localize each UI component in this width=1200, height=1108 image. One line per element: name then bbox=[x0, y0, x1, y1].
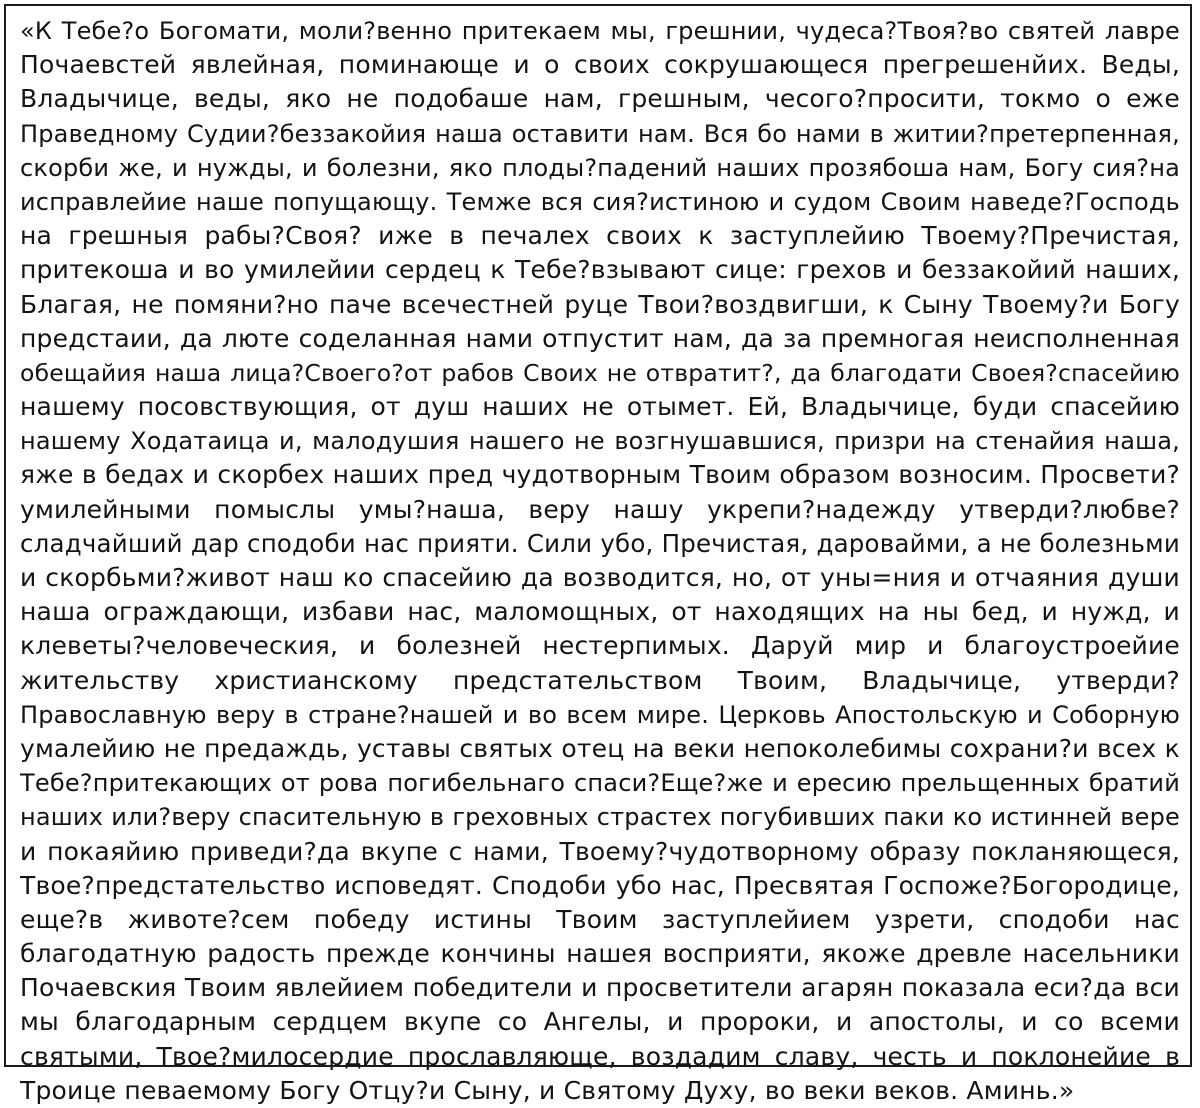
text-line: Праведному Судии?беззакойия наша оставити нам. Вся бо нами в житии?претерпенная, bbox=[20, 119, 1180, 148]
text-line: яже в бедах и скорбех наших пред чудотворным Твоим образом возносим. Просвети? bbox=[20, 460, 1180, 490]
text-line: умилейными помыслы умы?наша, веру нашу укрепи?надежду утверди?любве? bbox=[20, 494, 1180, 524]
text-line: сладчайший дар сподоби нас прияти. Сили убо, Пречистая, даровайми, а не болезньми bbox=[20, 528, 1180, 558]
text-line: исправлейие наше попущающу. Темже вся сия?истиною и судом Своим наведе?Господь bbox=[20, 187, 1180, 216]
text-line: Троице певаемому Богу Отцу?и Сыну, и Святому Духу, во веки веков. Аминь.» bbox=[20, 1075, 1075, 1105]
text-line: наших или?веру спасительную в греховных страстех погубивших паки ко истинней вере bbox=[20, 803, 1180, 832]
text-line: предстаии, да люте соделанная нами отпустит нам, да за премногая неисполненная bbox=[20, 323, 1180, 353]
text-line: Тебе?притекающих от рова погибельнаго спаси?Еще?же и ересию прельщенных братий bbox=[20, 769, 1180, 798]
text-line: и скорбьми?живот наш ко спасейию да возводится, но, от уны=ния и отчаяния души bbox=[20, 563, 1180, 592]
text-line: на грешныя рабы?Своя? иже в печалех своих к заступлейию Твоему?Пречистая, bbox=[20, 221, 1180, 251]
text-line: умалейию не предаждь, уставы святых отец на веки непоколебимы сохрани?и всех к bbox=[20, 733, 1180, 763]
text-line: нашему Ходатаица и, малодушия нашего не возгнушавшися, призри на стенайия наша, bbox=[20, 427, 1180, 456]
text-line: жительству христианскому предстательством Твоим, Владычице, утверди? bbox=[20, 665, 1180, 695]
text-line: Владычице, веды, яко не подобаше нам, грешным, чесого?просити, токмо о еже bbox=[20, 84, 1180, 114]
text-line: наша ограждающи, избави нас, маломощных, от находящих на ны бед, и нужд, и bbox=[20, 597, 1180, 627]
text-line: мы благодарным сердцем вкупе со Ангелы, и пророки, и апостолы, и со всеми bbox=[20, 1007, 1180, 1037]
text-line: притекоша и во умилейии сердец к Тебе?взывают сице: грехов и беззакойий наших, bbox=[20, 255, 1180, 285]
text-line: Почаевския Твоим явлейием победители и просветители агарян показала еси?да вси bbox=[20, 973, 1180, 1003]
text-line: «К Тебе?о Богомати, моли?венно притекаем мы, грешнии, чудеса?Твоя?во святей лавре bbox=[20, 17, 1180, 45]
document-frame bbox=[4, 4, 1192, 1105]
text-line: святыми, Твое?милосердие прославляюще, воздадим славу, честь и поклонейие в bbox=[20, 1041, 1180, 1071]
text-line: Твое?предстательство исповедят. Сподоби убо нас, Пресвятая Госпоже?Богородице, bbox=[20, 870, 1180, 900]
text-line: Почаевстей явлейная, поминающе и о своих сокрушающеся прегрешенйих. Веды, bbox=[20, 50, 1180, 80]
text-line: клеветы?человеческия, и болезней нестерпимых. Даруй мир и благоустроейие bbox=[20, 631, 1180, 661]
text-line: Благая, не помяни?но паче всечестней руце Твои?воздвигши, к Сыну Твоему?и Богу bbox=[20, 289, 1180, 319]
text-line: нашему посовствующия, от душ наших не отымет. Ей, Владычице, буди спасейию bbox=[20, 392, 1180, 422]
text-line: Православную веру в стране?нашей и во всем мире. Церковь Апостольскую и Соборную bbox=[20, 700, 1180, 729]
text-line: благодатную радость прежде кончины нашея восприяти, якоже древле насельники bbox=[20, 939, 1180, 969]
text-line: скорби же, и нужды, и болезни, яко плоды?падений наших прозябоша нам, Богу сия?на bbox=[20, 153, 1180, 182]
text-line: обещайия наша лица?Своего?от рабов Своих не отвратит?, да благодати Своея?спасейию bbox=[20, 358, 1180, 387]
text-line: еще?в животе?сем победу истины Твоим заступлейием узрети, сподоби нас bbox=[20, 904, 1180, 934]
prayer-text bbox=[20, 14, 1180, 1108]
text-line: и покаяйию приведи?да вкупе с нами, Твоему?чудотворному образу покланяющеся, bbox=[20, 836, 1180, 866]
